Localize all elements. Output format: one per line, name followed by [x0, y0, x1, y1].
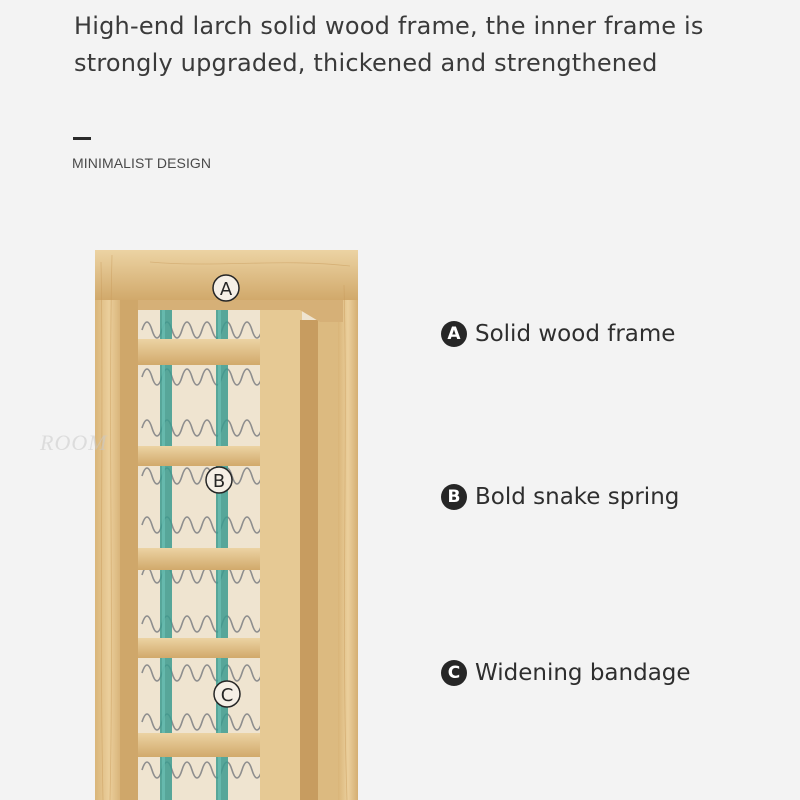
feature-widening-bandage	[441, 660, 691, 686]
feature-label: Widening bandage	[475, 660, 691, 686]
svg-text:B: B	[212, 471, 226, 492]
feature-label: Solid wood frame	[475, 321, 676, 347]
svg-text:C: C	[220, 685, 234, 706]
feature-badge-c: C	[441, 660, 467, 686]
inner-vertical-boards	[260, 310, 343, 800]
headline: High-end larch solid wood frame, the inner frame is strongly upgraded, thickened and strengthened	[74, 12, 704, 77]
feature-label: Bold snake spring	[475, 484, 680, 510]
marker-b	[206, 467, 232, 493]
feature-bold-snake-spring	[441, 484, 679, 510]
svg-text:A: A	[219, 279, 233, 300]
marker-c	[214, 681, 240, 707]
feature-badge-a: A	[441, 321, 467, 347]
feature-solid-wood-frame	[441, 321, 675, 347]
feature-badge-b: B	[441, 484, 467, 510]
marker-a	[213, 275, 239, 301]
subtitle: MINIMALIST DESIGN	[72, 155, 212, 171]
watermark: ROOM	[40, 430, 108, 455]
